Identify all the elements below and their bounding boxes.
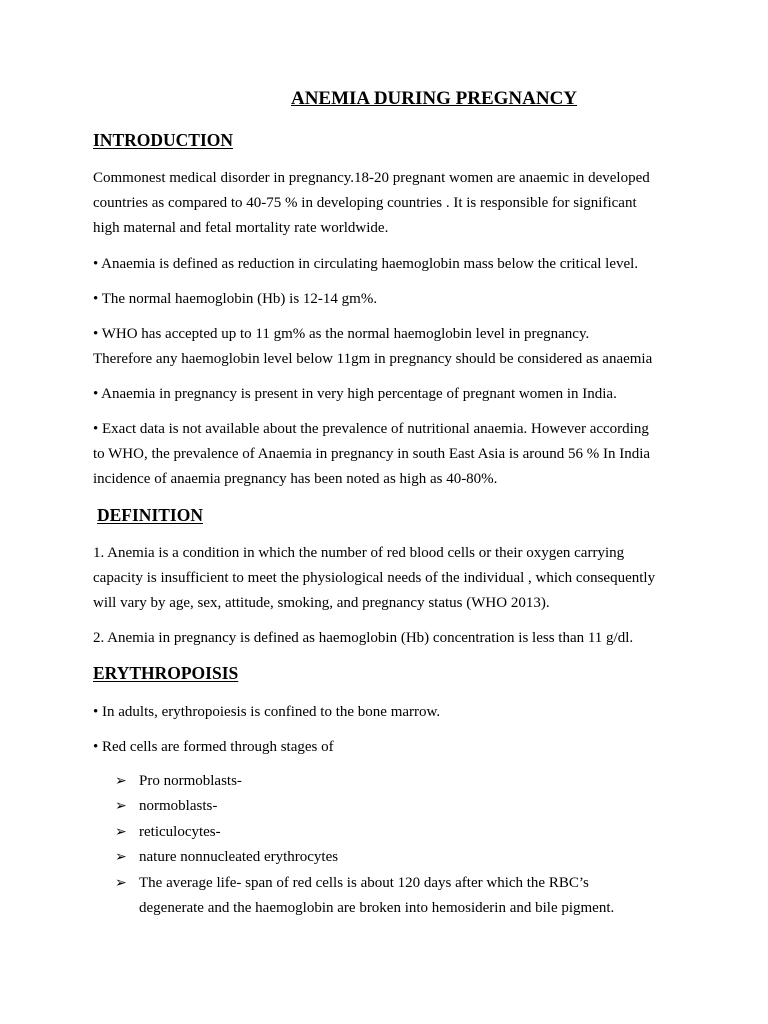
definition-line: 2. Anemia in pregnancy is defined as haemoglobin (Hb) concentration is less than 11 g/dl.	[93, 630, 634, 646]
intro-line: countries as compared to 40-75 % in developing countries . It is responsible for significant	[93, 195, 637, 211]
arrow-bullet-icon: ➢	[115, 825, 127, 840]
stage-item: normoblasts-	[139, 798, 218, 814]
definition-heading: DEFINITION	[97, 505, 203, 525]
intro-line: Therefore any haemoglobin level below 11gm in pregnancy should be considered as anaemia	[93, 351, 653, 367]
erythropoisis-heading: ERYTHROPOISIS	[93, 663, 239, 683]
intro-bullet: • The normal haemoglobin (Hb) is 12-14 gm%.	[93, 291, 378, 307]
stage-item-continuation: degenerate and the haemoglobin are broken into hemosiderin and bile pigment.	[139, 900, 615, 916]
arrow-bullet-icon: ➢	[115, 799, 127, 814]
stage-item: nature nonnucleated erythrocytes	[139, 849, 339, 865]
stage-item: reticulocytes-	[139, 824, 221, 840]
intro-line: incidence of anaemia pregnancy has been noted as high as 40-80%.	[93, 471, 498, 487]
intro-bullet: • Anaemia in pregnancy is present in very high percentage of pregnant women in India.	[93, 386, 617, 402]
definition-line: will vary by age, sex, attitude, smoking, and pregnancy status (WHO 2013).	[93, 595, 550, 611]
definition-line: capacity is insufficient to meet the physiological needs of the individual , which consequently	[93, 570, 656, 586]
erythro-bullet: • In adults, erythropoiesis is confined to the bone marrow.	[93, 704, 441, 720]
intro-line: high maternal and fetal mortality rate worldwide.	[93, 220, 389, 236]
intro-line: Commonest medical disorder in pregnancy.18-20 pregnant women are anaemic in developed	[93, 170, 650, 186]
intro-line: to WHO, the prevalence of Anaemia in pregnancy in south East Asia is around 56 % In India	[93, 446, 651, 462]
stage-item: The average life- span of red cells is about 120 days after which the RBC’s	[139, 875, 589, 891]
stage-item: Pro normoblasts-	[139, 773, 242, 789]
introduction-heading: INTRODUCTION	[93, 130, 234, 150]
document-title: ANEMIA DURING PREGNANCY	[290, 88, 578, 109]
erythro-bullet: • Red cells are formed through stages of	[93, 739, 334, 755]
arrow-bullet-icon: ➢	[115, 850, 127, 865]
arrow-bullet-icon: ➢	[115, 876, 127, 891]
arrow-bullet-icon: ➢	[115, 774, 127, 789]
definition-line: 1. Anemia is a condition in which the number of red blood cells or their oxygen carrying	[93, 545, 625, 561]
intro-bullet: • Anaemia is defined as reduction in circulating haemoglobin mass below the critical level.	[93, 256, 639, 272]
intro-bullet: • WHO has accepted up to 11 gm% as the normal haemoglobin level in pregnancy.	[93, 326, 590, 342]
intro-bullet: • Exact data is not available about the prevalence of nutritional anaemia. However according	[93, 421, 649, 437]
